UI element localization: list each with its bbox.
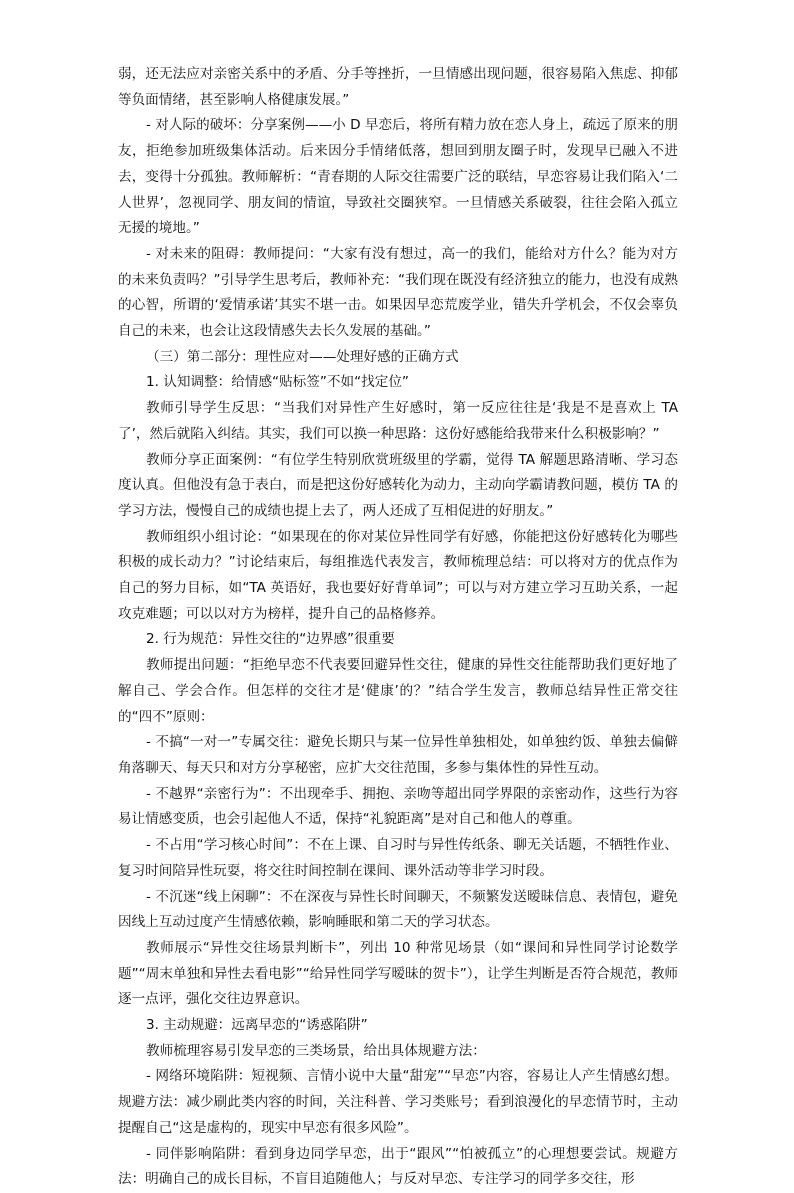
paragraph-positive-case: 教师分享正面案例：“有位学生特别欣赏班级里的学霸，觉得 TA 解题思路清晰、学习态度认真。但他没有急于表白，而是把这份好感转化为动力，主动向学霸请教问题，模仿 TA 的学习方法，慢慢自己的成绩也提上去了，两人还成了互相促进的好朋友。”: [118, 451, 678, 519]
subheading-behavior-norms: 2. 行为规范：异性交往的“边界感”很重要: [146, 631, 395, 648]
paragraph-group-discussion: 教师组织小组讨论：“如果现在的你对某位异性同学有好感，你能把这份好感转化为哪些积极的成长动力？”讨论结束后，每组推选代表发言，教师梳理总结：可以将对方的优点作为自己的努力目标，如“TA 英语好，我也要好好背单词”；可以与对方建立学习互助关系，一起攻克难题；可以以对方为榜样，提升自己的品格修养。: [118, 528, 678, 622]
subheading-avoidance: 3. 主动规避：远离早恋的“诱惑陷阱”: [146, 1017, 368, 1034]
list-item-no-study-time: - 不占用“学习核心时间”：不在上课、自习时与异性传纸条、聊无关话题，不牺牲作业、复习时间陪异性玩耍，将交往时间控制在课间、课外活动等非学习时段。: [118, 837, 678, 879]
paragraph-question: 教师提出问题：“拒绝早恋不代表要回避异性交往，健康的异性交往能帮助我们更好地了解自己、学会合作。但怎样的交往才是‘健康’的？”结合学生发言，教师总结异性正常交往的“四不”原则：: [118, 657, 678, 725]
list-item-no-online-chat: - 不沉迷“线上闲聊”：不在深夜与异性长时间聊天，不频繁发送暧昧信息、表情包，避免因线上互动过度产生情感依赖，影响睡眠和第二天的学习状态。: [118, 888, 678, 931]
paragraph-continuation: 弱，还无法应对亲密关系中的矛盾、分手等挫折，一旦情感出现问题，很容易陷入焦虑、抑郁等负面情绪，甚至影响人格健康发展。”: [118, 66, 678, 108]
paragraph-three-scenarios: 教师梳理容易引发早恋的三类场景，给出具体规避方法：: [146, 1042, 486, 1059]
section-heading-part-two: （三）第二部分：理性应对——处理好感的正确方式: [146, 348, 459, 365]
paragraph-scenario-cards: 教师展示“异性交往场景判断卡”，列出 10 种常见场景（如“课间和异性同学讨论数学题”“周末单独和异性去看电影”“给异性同学写暧昧的贺卡”），让学生判断是否符合规范，教师逐一点评，强化交往边界意识。: [118, 939, 678, 1008]
list-item-network-trap: - 网络环境陷阱：短视频、言情小说中大量“甜宠”“早恋”内容，容易让人产生情感幻想。规避方法：减少刷此类内容的时间，关注科普、学习类账号；看到浪漫化的早恋情节时，主动提醒自己“这是虚构的，现实中早恋有很多风险”。: [118, 1068, 678, 1136]
subheading-cognitive-adjustment: 1. 认知调整：给情感“贴标签”不如“找定位”: [146, 374, 409, 391]
list-item-peer-trap: - 同伴影响陷阱：看到身边同学早恋，出于“跟风”“怕被孤立”的心理想要尝试。规避方法：明确自己的成长目标，不盲目追随他人；与反对早恋、专注学习的同学多交往，形: [118, 1145, 678, 1188]
paragraph-reflection: 教师引导学生反思：“当我们对异性产生好感时，第一反应往往是‘我是不是喜欢上 TA 了’，然后就陷入纠结。其实，我们可以换一种思路：这份好感能给我带来什么积极影响？”: [118, 400, 678, 442]
list-item-no-one-on-one: - 不搞“一对一”专属交往：避免长期只与某一位异性单独相处，如单独约饭、单独去偏僻角落聊天、每天只和对方分享秘密，应扩大交往范围，多参与集体性的异性互动。: [118, 734, 678, 776]
paragraph-future-obstacle: - 对未来的阻碍：教师提问：“大家有没有想过，高一的我们，能给对方什么？能为对方的未来负责吗？”引导学生思考后，教师补充：“我们现在既没有经济独立的能力，也没有成熟的心智，所谓的‘爱情承诺’其实不堪一击。如果因早恋荒废学业，错失升学机会，不仅会辜负自己的未来，也会让这段情感失去长久发展的基础。”: [118, 245, 678, 340]
list-item-no-intimacy: - 不越界“亲密行为”：不出现牵手、拥抱、亲吻等超出同学界限的亲密动作，这些行为容易让情感变质，也会引起他人不适，保持“礼貌距离”是对自己和他人的尊重。: [118, 785, 678, 828]
document-page: [118, 62, 678, 1193]
paragraph-interpersonal-harm: - 对人际的破坏：分享案例——小 D 早恋后，将所有精力放在恋人身上，疏远了原来的朋友，拒绝参加班级集体活动。后来因分手情绪低落，想回到朋友圈子时，发现早已融入不进去，变得十分孤独。教师解析：“青春期的人际交往需要广泛的联结，早恋容易让我们陷入‘二人世界’，忽视同学、朋友间的情谊，导致社交圈狭窄。一旦情感关系破裂，往往会陷入孤立无援的境地。”: [118, 117, 678, 237]
